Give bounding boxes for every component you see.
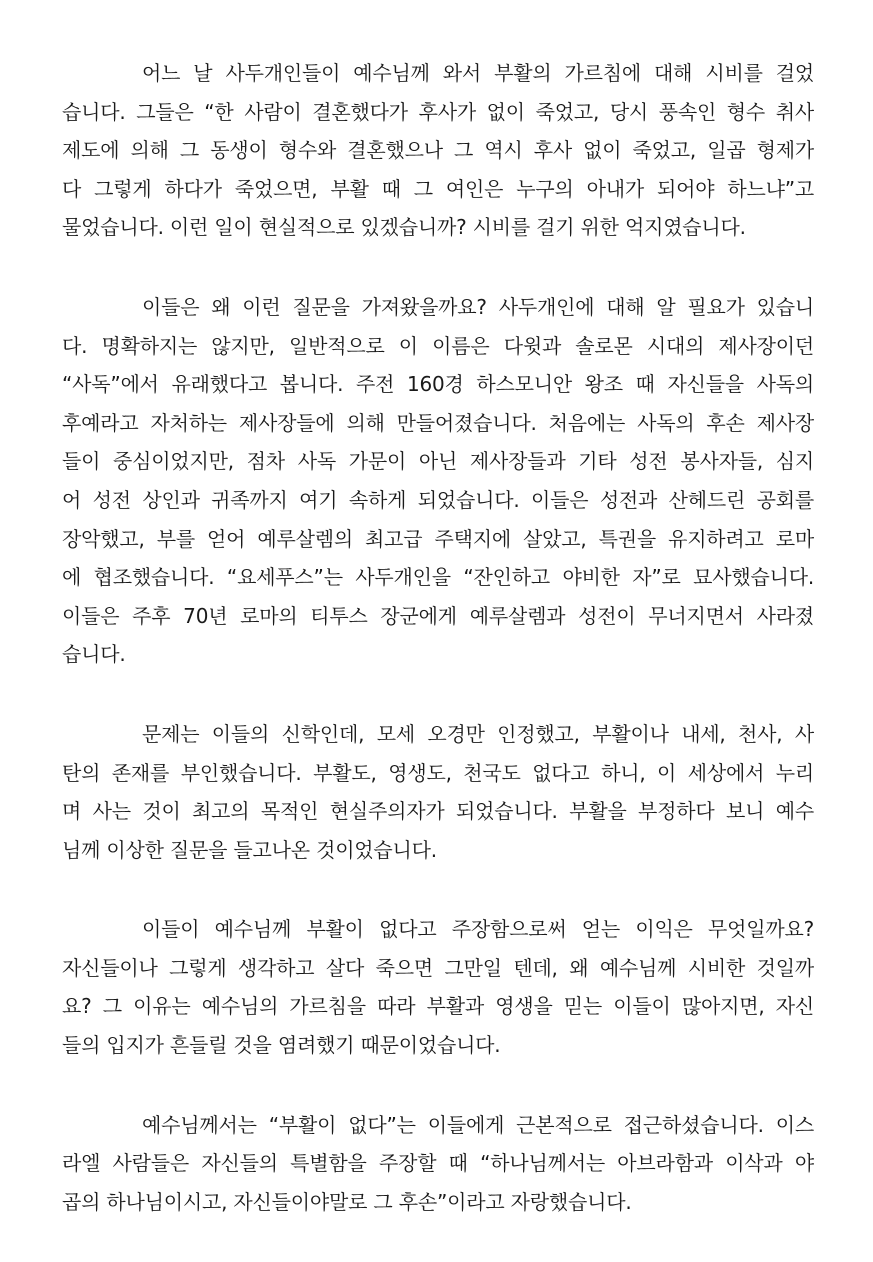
text-line: 에 협조했습니다. “요세푸스”는 사두개인을 “잔인하고 야비한 자”로 묘사했습니다. [62,565,814,590]
text-line: 어 성전 상인과 귀족까지 여기 속하게 되었습니다. 이들은 성전과 산헤드린 공회를 [62,487,814,512]
text-line: 다 그렇게 하다가 죽었으면, 부활 때 그 여인은 누구의 아내가 되어야 하느냐”고 [62,176,814,201]
text-line: 후예라고 자처하는 제사장들에 의해 만들어졌습니다. 처음에는 사독의 후손 제사장 [62,410,814,435]
text-line: 예수님께서는 “부활이 없다”는 이들에게 근본적으로 접근하셨습니다. 이스 [142,1112,814,1137]
text-line: 자신들이나 그렇게 생각하고 살다 죽으면 그만일 텐데, 왜 예수님께 시비한 것일까 [62,955,814,980]
document-page [62,54,814,1262]
text-line: 탄의 존재를 부인했습니다. 부활도, 영생도, 천국도 없다고 하니, 이 세상에서 누리 [62,760,814,785]
paragraph-1 [62,54,814,247]
paragraph-2 [62,288,814,674]
text-line: 문제는 이들의 신학인데, 모세 오경만 인정했고, 부활이나 내세, 천사, 사 [142,721,814,746]
text-line: 들이 중심이었지만, 점차 사독 가문이 아닌 제사장들과 기타 성전 봉사자들, 심지 [62,449,814,474]
text-line: 장악했고, 부를 얻어 예루살렘의 최고급 주택지에 살았고, 특권을 유지하려고 로마 [62,526,814,551]
text-line: 며 사는 것이 최고의 목적인 현실주의자가 되었습니다. 부활을 부정하다 보니 예수 [62,799,814,824]
text-line: 다. 명확하지는 않지만, 일반적으로 이 이름은 다윗과 솔로몬 시대의 제사장이던 [62,333,814,358]
text-line: 곱의 하나님이시고, 자신들이야말로 그 후손”이라고 자랑했습니다. [62,1189,632,1214]
text-line: 물었습니다. 이런 일이 현실적으로 있겠습니까? 시비를 걸기 위한 억지였습니다. [62,215,746,240]
text-line: 제도에 의해 그 동생이 형수와 결혼했으나 그 역시 후사 없이 죽었고, 일곱 형제가 [62,138,814,163]
paragraph-4 [62,910,814,1064]
text-line: 라엘 사람들은 자신들의 특별함을 주장할 때 “하나님께서는 아브라함과 이삭과 야 [62,1151,814,1176]
text-line: 이들은 주후 70년 로마의 티투스 장군에게 예루살렘과 성전이 무너지면서 사라졌 [62,603,814,628]
text-line: 어느 날 사두개인들이 예수님께 와서 부활의 가르침에 대해 시비를 걸었 [142,61,814,85]
text-line: 들의 입지가 흔들릴 것을 염려했기 때문이었습니다. [62,1033,501,1058]
text-line: 이들이 예수님께 부활이 없다고 주장함으로써 얻는 이익은 무엇일까요? [142,917,814,942]
text-line: 습니다. 그들은 “한 사람이 결혼했다가 후사가 없이 죽었고, 당시 풍속인 형수 취사 [62,99,814,124]
text-line: 님께 이상한 질문을 들고나온 것이었습니다. [62,837,437,862]
paragraph-3 [62,715,814,869]
text-line: 요? 그 이유는 예수님의 가르침을 따라 부활과 영생을 믿는 이들이 많아지면, 자신 [62,994,814,1019]
text-line: 이들은 왜 이런 질문을 가져왔을까요? 사두개인에 대해 알 필요가 있습니 [142,294,814,319]
text-line: 습니다. [62,642,126,667]
paragraph-5 [62,1106,814,1222]
text-line: “사독”에서 유래했다고 봅니다. 주전 160경 하스모니안 왕조 때 자신들을 사독의 [62,372,814,397]
